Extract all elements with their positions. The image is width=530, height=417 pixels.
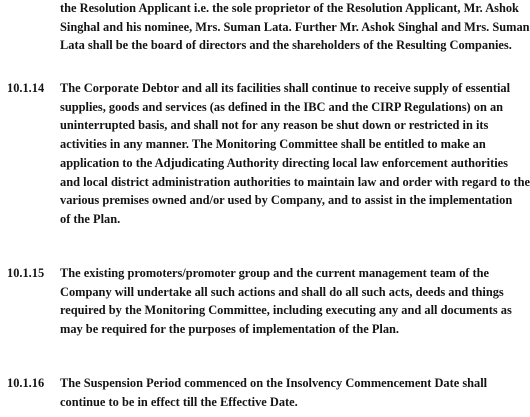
text-line: supplies, goods and services (as defined in the IBC and the CIRP Regulations) on an (60, 99, 504, 114)
text-line: activities in any manner. The Monitoring Committee shall be entitled to make an (60, 137, 486, 152)
clause-number: 10.1.14 (7, 81, 45, 95)
text-line: Singhal and his nominee, Mrs. Suman Lata. Further Mr. Ashok Singhal and Mrs. Suman (60, 19, 530, 34)
clause-body (60, 79, 530, 229)
text-line: The Suspension Period commenced on the Insolvency Commencement Date shall (60, 376, 488, 390)
text-line: of the Plan. (60, 211, 121, 226)
text-line: the Resolution Applicant i.e. the sole proprietor of the Resolution Applicant, Mr. Ashok (60, 1, 519, 15)
clause-body (60, 264, 512, 339)
text-line: may be required for the purposes of implementation of the Plan. (60, 322, 400, 337)
text-line: Company will undertake all such actions and shall do all such acts, deeds and things (60, 284, 504, 299)
text-line: required by the Monitoring Committee, including executing any and all documents as (60, 303, 512, 318)
clause-body (60, 0, 530, 55)
text-line: The existing promoters/promoter group and the current management team of the (60, 266, 490, 280)
text-line: Lata shall be the board of directors and the shareholders of the Resulting Companies. (60, 38, 512, 53)
text-line: various premises owned and/or used by Company, and to assist in the implementation (60, 193, 513, 208)
clause-number: 10.1.16 (7, 376, 45, 390)
text-line: and local district administration authorities to maintain law and order with regard to the (60, 174, 530, 189)
clause-number: 10.1.15 (7, 266, 45, 280)
text-line: application to the Adjudicating Authority directing local law enforcement authorities (60, 155, 508, 170)
clause-body (60, 374, 488, 411)
text-line: The Corporate Debtor and all its facilities shall continue to receive supply of essential (60, 81, 511, 95)
text-line: uninterrupted basis, and shall not for any reason be shut down or restricted in its (60, 118, 489, 133)
text-line: continue to be in effect till the Effective Date. (60, 394, 298, 409)
